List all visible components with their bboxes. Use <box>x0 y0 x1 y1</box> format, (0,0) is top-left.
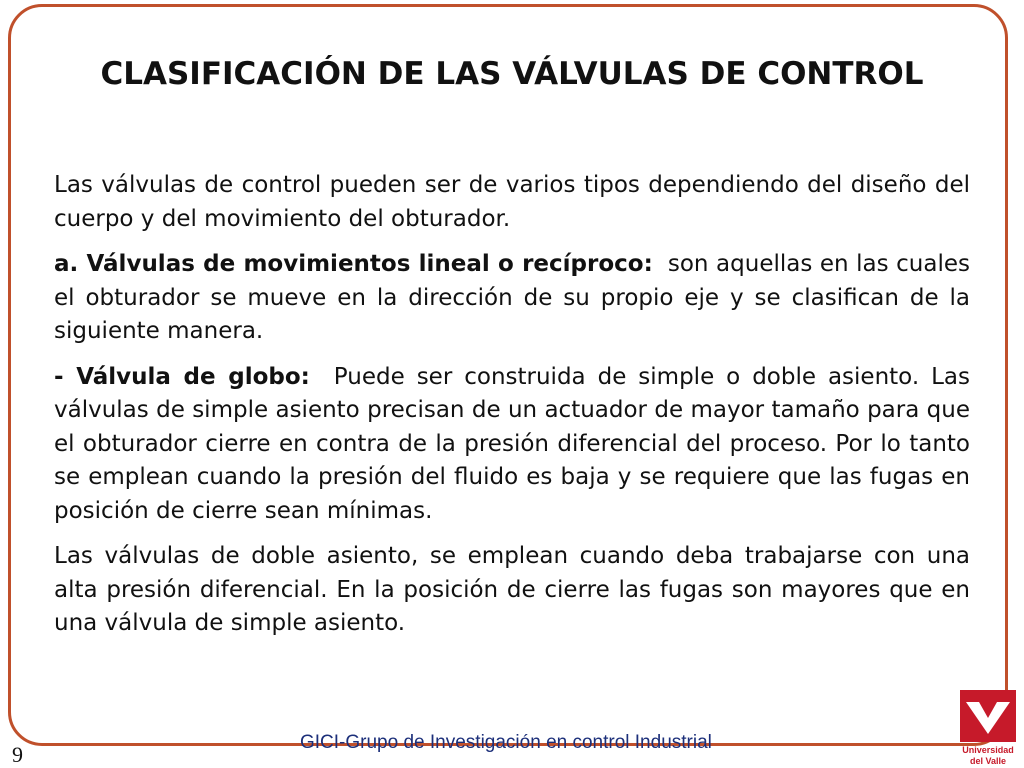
section-a-heading: a. Válvulas de movimientos lineal o recíproco: <box>54 251 653 277</box>
logo-caption-line2: del Valle <box>969 756 1007 766</box>
intro-text: Las válvulas de control pueden ser de varios tipos dependiendo del diseño del cuerpo y del movimiento del obturador. <box>54 172 970 232</box>
logo-caption-line1: Universidad <box>962 745 1014 755</box>
section-a-paragraph <box>54 248 970 349</box>
double-seat-text: Las válvulas de doble asiento, se emplean cuando deba trabajarse con una alta presión diferencial. En la posición de cierre las fugas son mayores que en una válvula de simple asiento. <box>54 543 970 636</box>
double-seat-paragraph <box>54 540 970 641</box>
globe-valve-heading: - Válvula de globo: <box>54 363 310 390</box>
intro-paragraph <box>54 169 970 236</box>
university-logo-icon <box>957 688 1019 768</box>
globe-valve-paragraph <box>54 361 970 529</box>
footer-text: GICI-Grupo de Investigación en control Industrial <box>300 732 712 753</box>
section-a-text: son aquellas en las cuales el obturador se mueve en la dirección de su propio eje y se clasifican de la siguiente manera. <box>54 251 970 344</box>
slide-body <box>54 169 970 653</box>
slide-title: CLASIFICACIÓN DE LAS VÁLVULAS DE CONTROL <box>100 56 924 92</box>
page-number: 9 <box>12 742 23 767</box>
globe-valve-text: Puede ser construida de simple o doble asiento. Las válvulas de simple asiento precisan de un actuador de mayor tamaño para que el obturador cierre en contra de la presión diferencial del proceso. Por lo tanto se emplean cuando la presión del fluido es baja y se requiere que las fugas en posición de cierre sean mínimas. <box>54 363 970 524</box>
